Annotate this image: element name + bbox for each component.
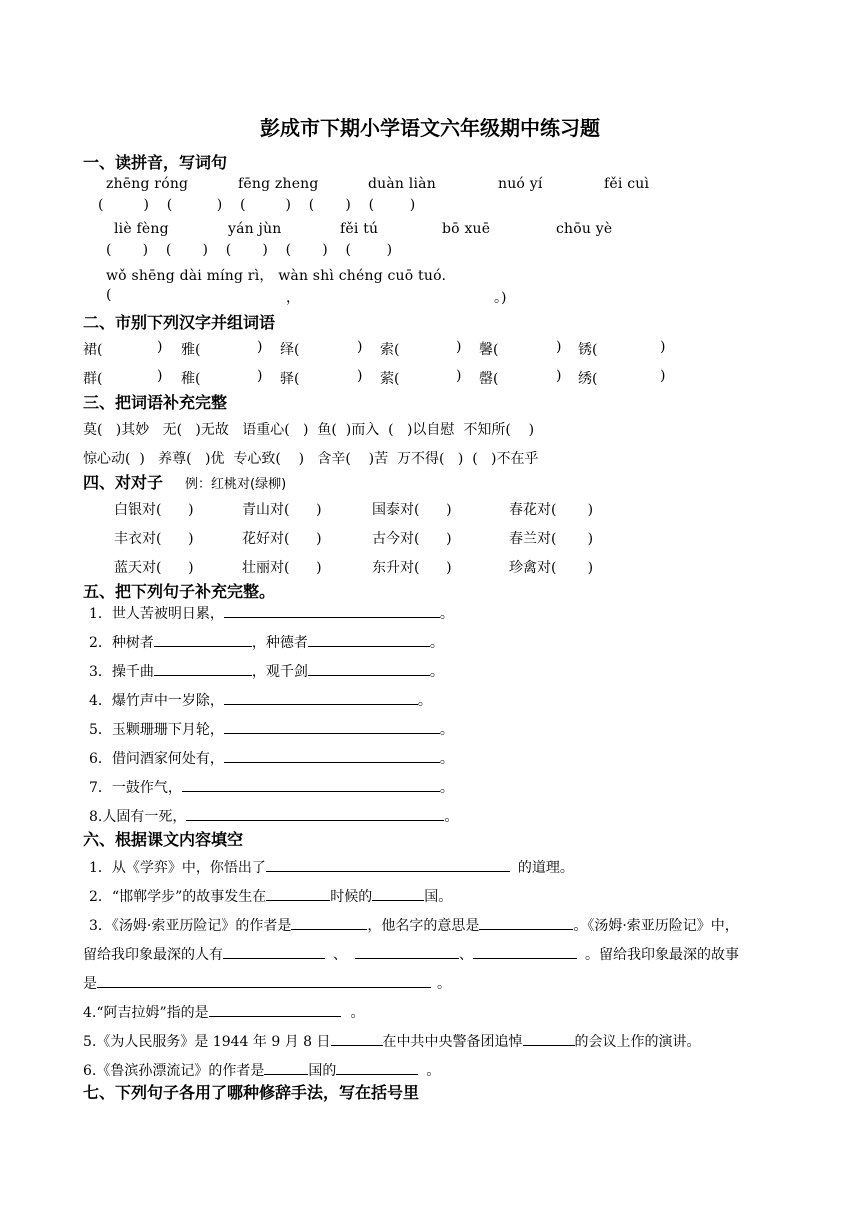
poem-line-2: 2．种树者 ，种德者 。 (89, 632, 444, 652)
couplet-3-4: 珍禽对( ) (509, 560, 594, 576)
poem-line-7: 7．一鼓作气， 。 (89, 777, 454, 797)
section-7-heading: 七、下列句子各用了哪种修辞手法，写在括号里 (83, 1083, 420, 1102)
char-pair-1-6: 锈( (578, 342, 598, 358)
char-pair-1-2: 雅( (181, 342, 201, 358)
char-pair-2-4: 萦( (380, 371, 400, 387)
close-paren: ) (157, 339, 163, 355)
fill-q3-line3: 是 。 (83, 973, 451, 993)
poem-line-8: 8.人固有一死， 。 (89, 806, 458, 826)
fill-q3-line1: 3．《汤姆·索亚历险记》的作者是 ，他名字的意思是 。《汤姆·索亚历险记》中， (89, 915, 739, 935)
pinyin-2-2: yán jùn (228, 221, 282, 237)
close-paren: ) (157, 368, 163, 384)
page-title: 彭成市下期小学语文六年级期中练习题 (260, 116, 600, 140)
couplet-3-2: 壮丽对( ) (242, 560, 322, 576)
close-paren: ) (456, 368, 462, 384)
couplet-3-1: 蓝天对( ) (114, 560, 194, 576)
couplet-1-1: 白银对( ) (114, 502, 194, 518)
poem-line-1: 1．世人苦被明日累， 。 (89, 603, 454, 623)
char-pair-1-1: 裙( (83, 342, 103, 358)
close-paren: ) (660, 339, 666, 355)
fill-q2: 2．“邯郸学步”的故事发生在 时候的 国。 (89, 886, 452, 906)
fill-q4: 4.“阿吉拉姆”指的是 。 (83, 1002, 365, 1022)
pinyin-1-2: fēng zheng (238, 176, 319, 192)
answer-brackets-row-1: ( ) ( ) ( ) ( ) ( ) (98, 197, 416, 213)
pinyin-2-5: chōu yè (556, 221, 613, 237)
section-6-heading: 六、根据课文内容填空 (83, 830, 244, 849)
couplet-2-3: 古今对( ) (372, 531, 452, 547)
close-paren: ) (556, 339, 562, 355)
char-pair-2-3: 驿( (280, 371, 300, 387)
char-pair-1-4: 索( (380, 342, 400, 358)
idiom-row-2: 惊心动( ) 养尊( )优 专心致( ) 含辛( )苦 万不得( ) ( )不在乎 (83, 451, 539, 467)
close-paren: ) (357, 339, 363, 355)
char-pair-2-2: 稚( (181, 371, 201, 387)
char-pair-2-1: 群( (83, 371, 103, 387)
poem-line-3: 3．操千曲 ，观千剑 。 (89, 661, 444, 681)
pinyin-2-4: bō xuē (442, 221, 491, 237)
section-5-heading: 五、把下列句子补充完整。 (83, 582, 276, 601)
close-paren: ) (257, 368, 263, 384)
sentence-open-paren: ( (106, 287, 112, 303)
sentence-pinyin: wǒ shēng dài míng rì， wàn shì chéng cuō tuó. (106, 268, 447, 284)
answer-brackets-row-2: ( ) ( ) ( ) ( ) ( ) (106, 242, 393, 258)
close-paren: ) (660, 368, 666, 384)
couplet-1-3: 国泰对( ) (372, 502, 452, 518)
section-1-heading: 一、读拼音，写词句 (83, 153, 228, 172)
example-note: 例：红桃对(绿柳) (185, 477, 287, 492)
sentence-comma: ， (286, 290, 300, 306)
pinyin-1-4: nuó yí (498, 176, 543, 192)
pinyin-2-1: liè fèng (114, 221, 169, 237)
section-4-heading (83, 470, 286, 493)
pinyin-2-3: fěi tú (340, 221, 379, 237)
fill-q5: 5.《为人民服务》是 1944 年 9 月 8 日 在中共中央警备团追悼 的会议上作的演讲。 (83, 1031, 701, 1051)
couplet-2-4: 春兰对( ) (509, 531, 594, 547)
pinyin-1-3: duàn liàn (368, 176, 436, 192)
idiom-row-1: 莫( )其妙 无( )无故 语重心( ) 鱼( )而入 ( )以自慰 不知所( ) (83, 422, 535, 438)
couplet-3-3: 东升对( ) (372, 560, 452, 576)
fill-q3-line2: 留给我印象最深的人有 、 、 。留给我印象最深的故事 (83, 944, 739, 964)
pinyin-1-1: zhēng róng (106, 176, 189, 192)
char-pair-2-6: 绣( (578, 371, 598, 387)
couplet-1-2: 青山对( ) (242, 502, 322, 518)
section-3-heading: 三、把词语补充完整 (83, 393, 228, 412)
close-paren: ) (357, 368, 363, 384)
close-paren: ) (556, 368, 562, 384)
couplet-2-1: 丰衣对( ) (114, 531, 194, 547)
poem-line-5: 5．玉颗珊珊下月轮， 。 (89, 719, 454, 739)
char-pair-2-5: 罄( (479, 371, 499, 387)
couplet-1-4: 春花对( ) (509, 502, 594, 518)
poem-line-4: 4．爆竹声中一岁除， 。 (89, 690, 432, 710)
sentence-close: 。) (494, 290, 507, 306)
section-4-title: 四、对对子 (83, 473, 164, 492)
fill-q1: 1．从《学弈》中，你悟出了 的道理。 (89, 857, 574, 877)
close-paren: ) (456, 339, 462, 355)
pinyin-1-5: fěi cuì (604, 176, 650, 192)
fill-q6: 6.《鲁滨孙漂流记》的作者是 国的 。 (83, 1060, 440, 1080)
section-2-heading: 二、市别下列汉字并组词语 (83, 313, 276, 332)
poem-line-6: 6．借问酒家何处有， 。 (89, 748, 454, 768)
char-pair-1-3: 绎( (280, 342, 300, 358)
couplet-2-2: 花好对( ) (242, 531, 322, 547)
close-paren: ) (257, 339, 263, 355)
char-pair-1-5: 馨( (479, 342, 499, 358)
